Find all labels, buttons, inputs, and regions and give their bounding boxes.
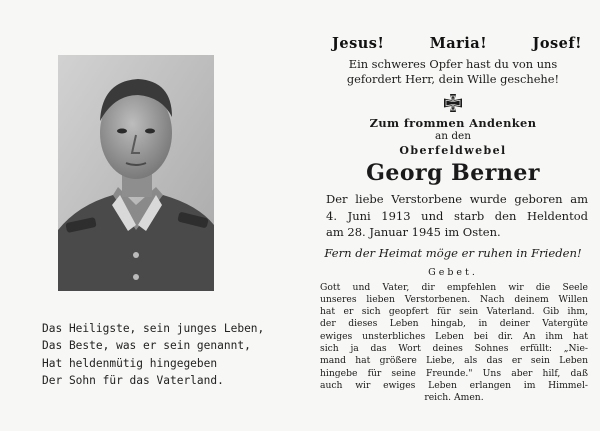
prayer-line: der dieses Leben hingab, in deiner Vatergüte	[320, 318, 588, 330]
invocation	[318, 34, 588, 54]
prayer-line: ewiges unsterbliches Leben bei dir. An ihm hat	[320, 330, 588, 342]
portrait-photo	[58, 55, 214, 291]
bio-line: Der liebe Verstorbene wurde geboren am	[326, 192, 588, 206]
prayer-line: mand hat größere Liebe, als das er sein Leben	[320, 355, 588, 367]
bio-line: am 28. Januar 1945 im Osten.	[326, 225, 501, 239]
prayer-line: sich ja das Wort deines Sohnes erfüllt: „Nie-	[320, 342, 588, 354]
an-den: an den	[434, 130, 472, 142]
bio-line: 4. Juni 1913 und starb den Heldentod	[326, 208, 588, 223]
biography	[318, 191, 588, 241]
lament	[318, 57, 588, 87]
deceased-name: Georg Berner	[366, 160, 540, 186]
prayer-line: reich. Amen.	[424, 392, 484, 404]
memory-heading: Zum frommen Andenken	[369, 116, 537, 130]
prayer-line: hingebe für seine Freunde." Uns aber hilf, daß	[320, 367, 588, 379]
iron-cross-icon	[318, 92, 588, 114]
poem-line: Das Beste, was er sein genannt,	[42, 339, 251, 353]
poem-line: Das Heiligste, sein junges Leben,	[42, 322, 265, 335]
lament-line: Ein schweres Opfer hast du von uns	[348, 57, 558, 71]
prayer-line: auch wir ewiges Leben erlangen im Himmel-	[320, 379, 588, 391]
rest-in-peace: Fern der Heimat möge er ruhen in Frieden!	[324, 245, 582, 260]
right-panel	[318, 34, 588, 404]
lament-line: gefordert Herr, dein Wille geschehe!	[346, 72, 560, 86]
prayer-title: Gebet.	[428, 266, 478, 278]
poem-line: Der Sohn für das Vaterland.	[42, 374, 224, 388]
prayer-line: unseres lieben Verstorbenen. Nach deinem Willen	[320, 293, 588, 305]
prayer	[318, 282, 588, 405]
rank: Oberfeldwebel	[399, 144, 507, 157]
invocation-josef: Josef!	[532, 35, 582, 52]
prayer-line: Gott und Vater, dir empfehlen wir die Seele	[320, 281, 588, 293]
invocation-jesus: Jesus!	[332, 35, 385, 52]
poem	[42, 320, 292, 390]
poem-line: Hat heldenmütig hingegeben	[42, 356, 218, 370]
portrait-image	[58, 55, 214, 291]
prayer-line: hat er sich geopfert für sein Vaterland. Gib ihm,	[320, 306, 588, 318]
invocation-maria: Maria!	[429, 35, 488, 52]
